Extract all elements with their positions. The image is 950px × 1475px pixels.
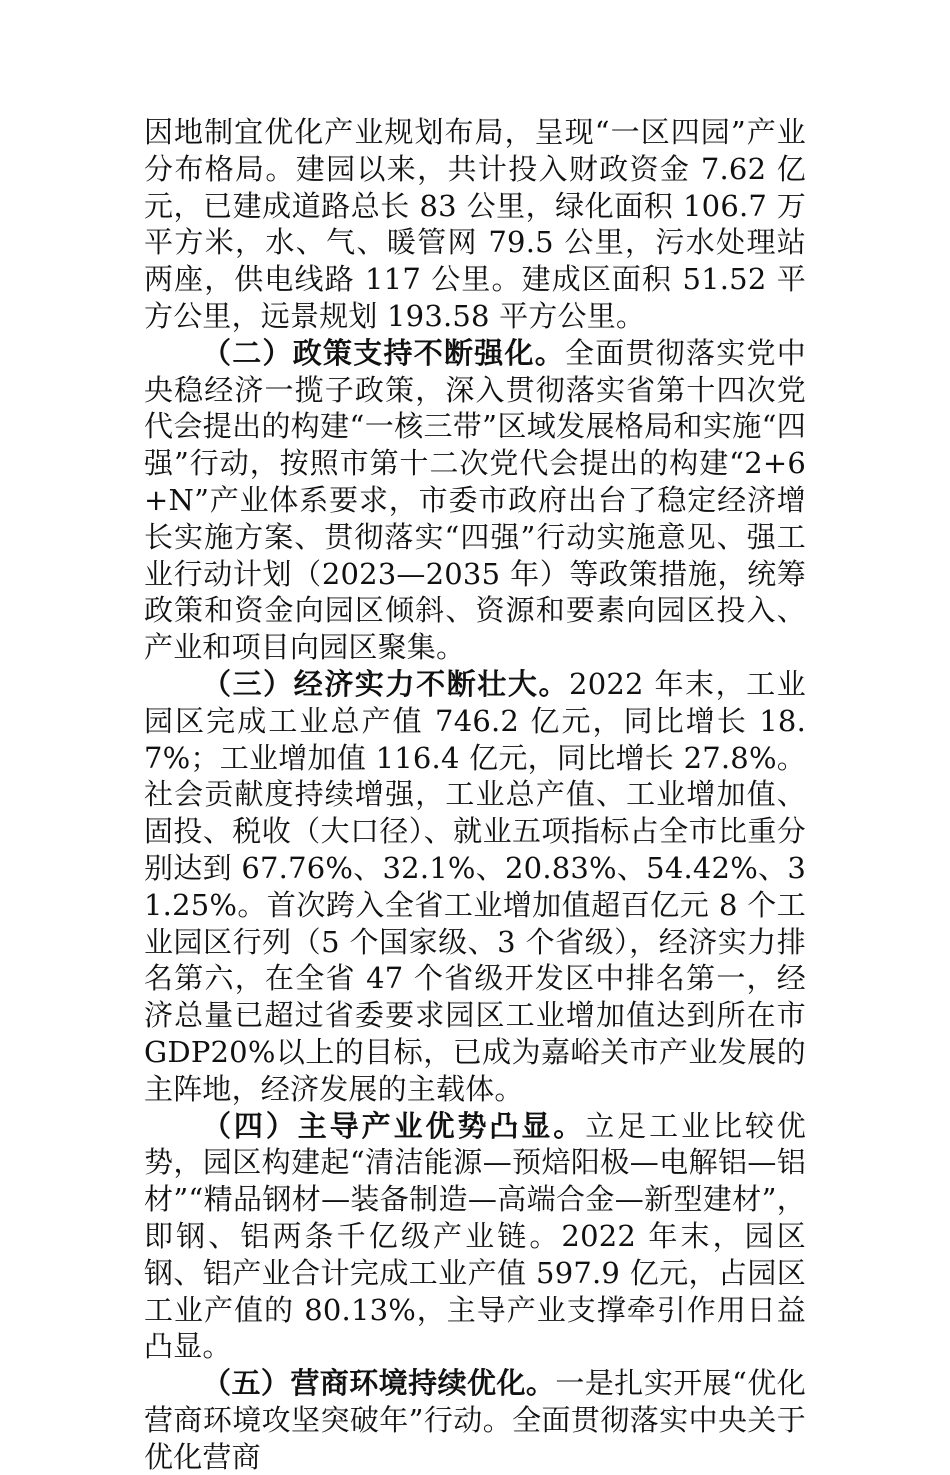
- paragraph-4: [144, 1108, 806, 1366]
- paragraph-2-text: 全面贯彻落实党中央稳经济一揽子政策，深入贯彻落实省第十四次党代会提出的构建“一核三带”区域发展格局和实施“四强”行动，按照市第十二次党代会提出的构建“2+6+N”产业体系要求，市委市政府出台了稳定经济增长实施方案、贯彻落实“四强”行动实施意见、强工业行动计划（2023—2035 年）等政策措施，统筹政策和资金向园区倾斜、资源和要素向园区投入、产业和项目向园区聚集。: [144, 335, 806, 665]
- paragraph-5: [144, 1365, 806, 1475]
- paragraph-2-heading: （二）政策支持不断强化。: [202, 335, 566, 370]
- paragraph-2: [144, 335, 806, 666]
- paragraph-5-heading: （五）营商环境持续优化。: [202, 1366, 556, 1401]
- paragraph-1: [144, 114, 806, 335]
- paragraph-4-heading: （四）主导产业优势凸显。: [202, 1108, 586, 1143]
- paragraph-3-text: 2022 年末，工业园区完成工业总产值 746.2 亿元，同比增长 18.7%；工业增加值 116.4 亿元，同比增长 27.8%。社会贡献度持续增强，工业总产值、工业增加值、固投、税收（大口径）、就业五项指标占全市比重分别达到 67.76%、32.1%、20.83%、54.42%、31.25%。首次跨入全省工业增加值超百亿元 8 个工业园区行列（5 个国家级、3 个省级），经济实力排名第六，在全省 47 个省级开发区中排名第一，经济总量已超过省委要求园区工业增加值达到所在市 GDP20%以上的目标，已成为嘉峪关市产业发展的主阵地，经济发展的主载体。: [144, 666, 806, 1106]
- paragraph-1-text: 因地制宜优化产业规划布局，呈现“一区四园”产业分布格局。建园以来，共计投入财政资金 7.62 亿元，已建成道路总长 83 公里，绿化面积 106.7 万平方米，水、气、暖管网 79.5 公里，污水处理站两座，供电线路 117 公里。建成区面积 51.52 平方公里，远景规划 193.58 平方公里。: [144, 115, 806, 333]
- paragraph-5-text: 一是扎实开展“优化营商环境攻坚突破年”行动。全面贯彻落实中央关于优化营商: [144, 1366, 806, 1474]
- paragraph-3: [144, 666, 806, 1108]
- document-page: [144, 114, 806, 1475]
- paragraph-4-text: 立足工业比较优势，园区构建起“清洁能源—预焙阳极—电解铝—铝材”“精品钢材—装备制造—高端合金—新型建材”，即钢、铝两条千亿级产业链。2022 年末，园区钢、铝产业合计完成工业产值 597.9 亿元，占园区工业产值的 80.13%，主导产业支撑牵引作用日益凸显。: [144, 1108, 806, 1364]
- paragraph-3-heading: （三）经济实力不断壮大。: [202, 666, 570, 701]
